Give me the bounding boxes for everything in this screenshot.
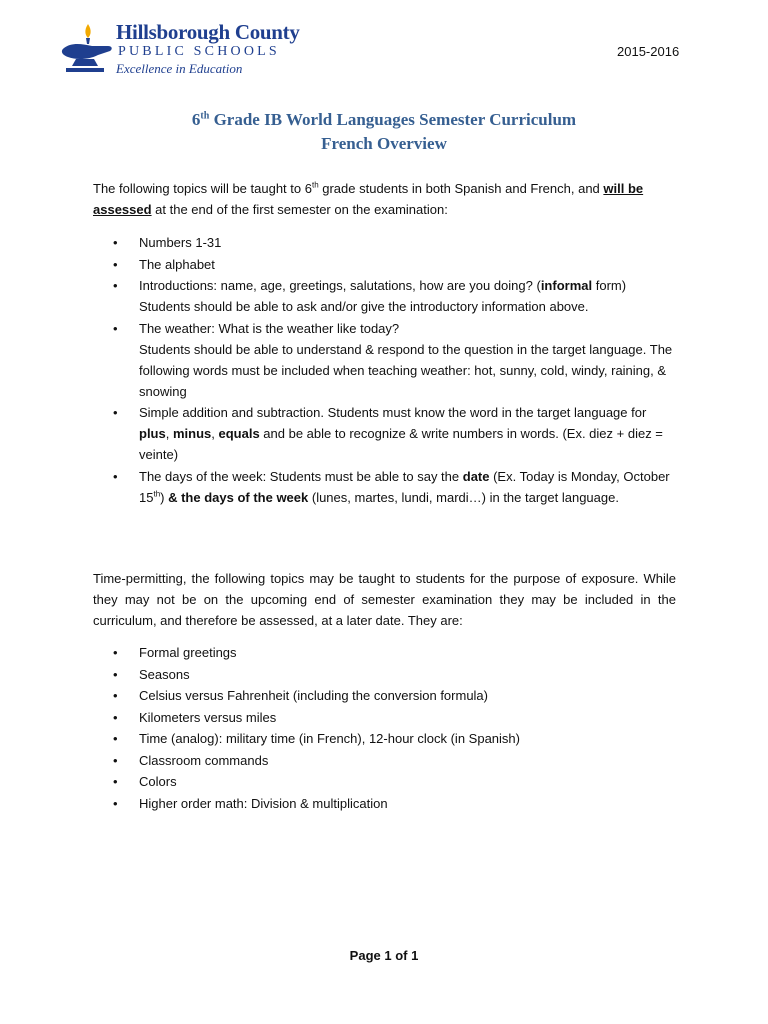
exposure-paragraph: Time-permitting, the following topics may be taught to students for the purpose of exposure. While they may not be on the upcoming end of semester examination they may be included in the curriculum, and therefore be assessed, at a later date. They are:: [93, 571, 676, 628]
document-title: [0, 110, 768, 130]
list-item-bold: date: [462, 468, 490, 484]
list-item-text: Time (analog): military time (in French), 12-hour clock (in Spanish): [139, 731, 520, 746]
list-item-bold: & the days of the week: [164, 489, 309, 505]
bullet-icon: •: [113, 645, 118, 660]
bullet-icon: •: [113, 795, 118, 811]
list-item: [93, 793, 676, 814]
list-item-text: Classroom commands: [139, 752, 269, 768]
intro-paragraph: [93, 178, 676, 220]
document-subtitle: French Overview: [321, 134, 447, 153]
bullet-icon: •: [113, 752, 118, 768]
bullet-icon: •: [113, 235, 118, 250]
bullet-icon: •: [113, 320, 118, 336]
list-item-text: The weather: What is the weather like today?: [139, 320, 400, 336]
intro-underlined: will be assessed: [93, 181, 644, 217]
list-item: [93, 466, 676, 508]
bullet-icon: •: [113, 709, 118, 725]
list-item-text: (Ex. Today is Monday, October 15: [139, 468, 670, 505]
list-item-text: ,: [211, 426, 219, 441]
list-item-text: Seasons: [139, 666, 190, 682]
list-item-text: ,: [165, 426, 173, 441]
list-item-text: ): [160, 489, 165, 505]
list-item: [93, 318, 676, 402]
list-item: [93, 685, 676, 706]
list-item: [93, 707, 676, 728]
list-item: [93, 402, 676, 465]
list-item-text: Numbers 1-31: [139, 235, 222, 250]
lamp-icon: [58, 24, 114, 76]
list-item: [93, 771, 676, 792]
bullet-icon: •: [113, 688, 118, 703]
intro-text-a: The following topics will be taught to 6: [93, 181, 312, 196]
page-total: 1: [411, 948, 419, 963]
list-item-text: Higher order math: Division & multiplication: [139, 795, 388, 811]
logo-name: Hillsborough County: [116, 20, 300, 44]
list-item-text: and be able to recognize & write numbers in words. (Ex. diez + diez = veinte): [139, 426, 663, 462]
list-item-sup: th: [153, 489, 161, 499]
list-item: [93, 275, 676, 317]
list-item: [93, 232, 676, 253]
list-item-text: (lunes, martes, lundi, mardi…) in the target language.: [308, 489, 619, 505]
title-text: Grade IB World Languages Semester Curriculum: [209, 110, 577, 129]
list-item-bold: equals: [218, 426, 260, 441]
title-grade-suffix: th: [200, 110, 210, 122]
list-item-bold: plus: [139, 426, 166, 441]
exposure-topics-list: [93, 642, 676, 814]
bullet-icon: •: [113, 774, 118, 789]
list-item-text: Celsius versus Fahrenheit (including the conversion formula): [139, 688, 488, 703]
page-label: Page: [349, 948, 385, 963]
bullet-icon: •: [113, 256, 118, 272]
list-item: [93, 750, 676, 771]
intro-text-b: grade students in both Spanish and French, and: [318, 181, 604, 196]
bullet-icon: •: [113, 468, 118, 484]
school-year: 2015-2016: [617, 44, 680, 59]
list-item: [93, 642, 676, 663]
page-of: of: [391, 948, 412, 963]
page-current: 1: [384, 948, 392, 963]
list-item-text: Introductions: name, age, greetings, salutations, how are you doing? (: [139, 278, 541, 293]
logo-tagline: Excellence in Education: [116, 61, 243, 76]
page-number: [0, 948, 768, 963]
list-item-text: The alphabet: [139, 256, 215, 272]
list-item-bold: minus: [172, 426, 212, 441]
assessed-topics-list: [93, 232, 676, 508]
title-grade-number: 6: [191, 110, 201, 129]
intro-sup: th: [311, 180, 319, 190]
bullet-icon: •: [113, 666, 118, 682]
logo-subtitle: PUBLIC SCHOOLS: [118, 44, 280, 59]
bullet-icon: •: [113, 278, 118, 293]
list-item-text: Colors: [139, 774, 177, 789]
bullet-icon: •: [113, 405, 118, 420]
list-item-text: Kilometers versus miles: [139, 709, 277, 725]
intro-text-c: at the end of the first semester on the examination:: [151, 202, 448, 217]
list-item-text: Students should be able to understand & respond to the question in the target language. The following words must be included when teaching weather: hot, sunny, cold, windy, raining, & snowing: [139, 341, 673, 399]
list-item-bold: informal: [540, 278, 593, 293]
list-item-text: form) Students should be able to ask and/or give the introductory information above.: [139, 278, 627, 314]
list-item-text: Formal greetings: [139, 645, 237, 660]
list-item: [93, 254, 676, 275]
list-item-text: Simple addition and subtraction. Students must know the word in the target language for: [139, 405, 647, 420]
list-item-text: The days of the week: Students must be able to say the: [139, 468, 463, 484]
list-item: [93, 728, 676, 749]
list-item: [93, 664, 676, 685]
school-logo: [58, 20, 298, 78]
bullet-icon: •: [113, 731, 118, 746]
